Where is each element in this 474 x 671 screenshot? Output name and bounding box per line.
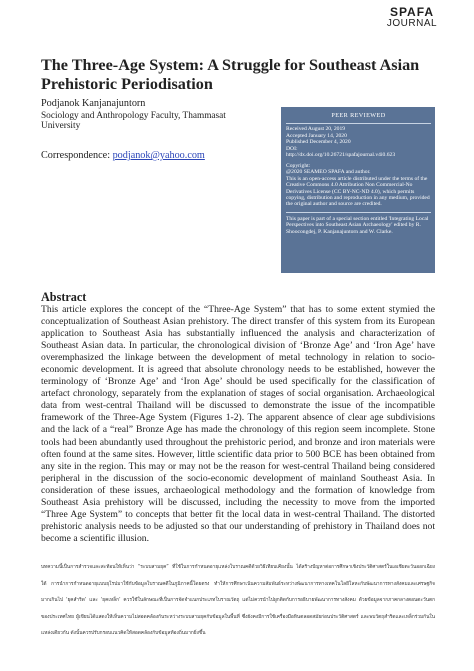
- copyright-text: @2020 SEAMEO SPAFA and author.: [286, 169, 371, 176]
- license-text: This is an open-access article distributed under the terms of the Creative Commons 4.0 Attribution Non Commercial-No Derivatives License (CC BY-NC-ND 4.0), which permits copying, distribution and reproduction in any medium, provided the original author and source are credited.: [286, 175, 430, 208]
- author-block: [41, 99, 261, 132]
- journal-logo-subtitle: JOURNAL: [386, 18, 438, 29]
- copyright-label: Copyright:: [286, 163, 311, 170]
- special-section-note: This paper is part of a special section entitled 'Integrating Local Perspectives into Southeast Asian Archaeology' edited by R. Shoocongdej, P. Kanjanajuntorn and W. Clarke.: [286, 212, 431, 235]
- doi-label: DOI:: [286, 145, 298, 152]
- copyright-block: [286, 163, 431, 208]
- correspondence-email-link[interactable]: podjanok@yahoo.com: [112, 150, 205, 161]
- peer-reviewed-label: PEER REVIEWED: [286, 107, 431, 124]
- article-title: The Three-Age System: A Struggle for Southeast Asian Prehistoric Periodisation: [41, 56, 420, 93]
- correspondence: [41, 150, 205, 161]
- abstract-body: This article explores the concept of the “Three-Age System” that has to some extent stymied the conceptualization of Southeast Asian prehistory. The direct transfer of this system from its European application to Southeast Asia has substantially influenced the analysis and characterization of Southeast Asian data. In particular, the chronological division of ‘Bronze Age’ and ‘Iron Age’ have overemphasized the linkage between the development of metal technology in relation to socio-economic development. It is agreed that absolute chronology needs to be established, however the terminology of ‘Bronze Age’ and ‘Iron Age’ should be used specifically for the classification of artefact chronology, separately from the explanation of stages of social organisation. Archaeological data from west-central Thailand will be discussed to demonstrate the issue of the incompatible framework of the Three-Age System (Figures 1-2). The apparent absence of clear age subdivisions and the lack of a “real” Bronze Age has made the chronology of this region seem incomplete. Stone tools had been abundantly used throughout the prehistoric period, and bronze and iron materials were often found at the same sites. However, little scientific data prior to 500 BCE has been obtained from any site in the region. This may or may not be the reason for west-central Thailand being considered peripheral in the discussion of the socio-economic development of mainland Southeast Asia. In consideration of these issues, archaeological methodology and the formation of knowledge from Southeast Asia prehistory will be discussed, including the necessity to move from the imported “Three Age System” to concepts that better fit the local data in west-central Thailand. The distorted prehistoric analysis needs to be adjusted so that our understanding of prehistory in Thailand does not become a scientific illusion.: [41, 304, 435, 544]
- doi-link[interactable]: http://dx.doi.org/10.26721/spafajournal.v4i0.623: [286, 152, 396, 159]
- journal-logo-name: SPAFA: [389, 5, 435, 19]
- thai-abstract: บทความนี้เป็นการสำรวจและสะท้อนให้เห็นว่า “ระบบสามยุค” ที่ใช้ในการกำหนดอายุแหล่งโบราณคดีด้วยวิธีเทียบเคียงนั้น ได้สร้างปัญหาต่อการศึกษาเชิงประวัติศาสตร์ในเอเชียตะวันออกเฉียงใต้ การนำการกำหนดอายุแบบยุโรปมาใช้กับข้อมูลโบราณคดีในภูมิภาคนี้โดยตรง ทำให้การศึกษาเน้นความสัมพันธ์ระหว่างพัฒนาการทางเทคโนโลยีโลหะกับพัฒนาการทางสังคมและเศรษฐกิจมากเกินไป ‘ยุคสำริด’ และ ‘ยุคเหล็ก’ ควรใช้ในลักษณะที่เป็นการจัดจำแนกประเภทโบราณวัตถุ แต่ไม่ควรนำไปผูกติดกับการอธิบายพัฒนาการทางสังคม ด้วยข้อมูลจากภาคกลางตอนตะวันตกของประเทศไทย ผู้เขียนได้แสดงให้เห็นความไม่สอดคล้องกันระหว่างระบบสามยุคกับข้อมูลในพื้นที่ ซึ่งยังคงมีการใช้เครื่องมือหินตลอดสมัยก่อนประวัติศาสตร์ และพบวัตถุสำริดและเหล็กร่วมกันในแหล่งเดียวกัน ดังนั้นควรปรับกรอบแนวคิดให้สอดคล้องกับข้อมูลท้องถิ่นมากยิ่งขึ้น: [41, 565, 435, 637]
- correspondence-label: Correspondence:: [41, 150, 111, 161]
- dates-block: [286, 126, 431, 158]
- abstract-heading: Abstract: [41, 290, 87, 304]
- accepted-date: Accepted January 14, 2020: [286, 132, 347, 139]
- published-date: Published December 4, 2020: [286, 139, 351, 146]
- article-info-sidebar: [281, 107, 435, 273]
- author-name: Podjanok Kanjanajuntorn: [41, 98, 146, 109]
- received-date: Received August 20, 2019: [286, 126, 346, 133]
- author-affiliation: Sociology and Anthropology Faculty, Thammasat University: [41, 110, 226, 131]
- journal-logo: [380, 6, 444, 30]
